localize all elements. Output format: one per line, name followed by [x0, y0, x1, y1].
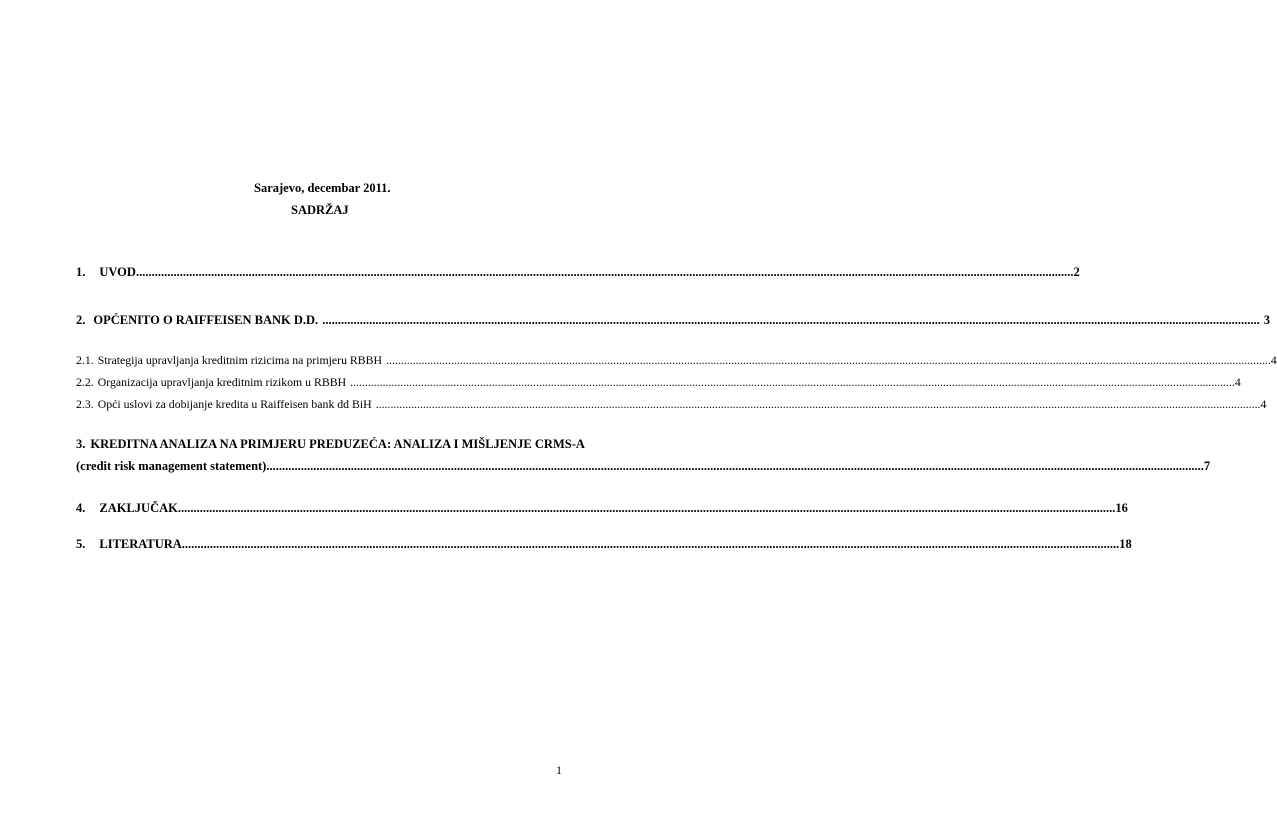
toc-entry-page: 4: [1260, 397, 1267, 411]
toc-entry-number: 3.: [76, 437, 86, 451]
toc-entry-number: 5.: [76, 537, 86, 551]
toc-entry-title: KREDITNA ANALIZA NA PRIMJERU PREDUZEĆA: ANALIZA I MIŠLJENJE CRMS-A: [90, 437, 585, 451]
toc-entry-2-2[interactable]: [76, 375, 1241, 390]
toc-entry-title: ZAKLJUČAK: [99, 501, 178, 515]
toc-dot-leader: ............................................................................................................................................................................................................................................................................................................: [350, 375, 1235, 389]
toc-entry-kreditna-analiza[interactable]: [76, 437, 585, 452]
toc-entry-number: 2.1.: [76, 353, 94, 367]
page-number: 1: [556, 763, 562, 777]
toc-entry-zakljucak[interactable]: [76, 501, 1128, 516]
toc-dot-leader: ............................................................................................................................................................................................................................................................................................................: [177, 501, 1116, 515]
toc-entry-2-1[interactable]: [76, 353, 1277, 368]
toc-entry-page: 7: [1203, 459, 1211, 473]
toc-dot-leader: ............................................................................................................................................................................................................................................................................................................: [386, 353, 1271, 367]
toc-dot-leader: ............................................................................................................................................................................................................................................................................................................: [135, 265, 1074, 279]
toc-entry-page: 18: [1119, 537, 1132, 551]
toc-entry-number: 4.: [76, 501, 86, 515]
toc-entry-page: 4: [1270, 353, 1277, 367]
toc-entry-title: Opći uslovi za dobijanje kredita u Raiffeisen bank dd BiH: [97, 397, 372, 411]
toc-dot-leader: ............................................................................................................................................................................................................................................................................................................: [266, 459, 1204, 473]
toc-entry-number: 2.3.: [76, 397, 94, 411]
toc-entry-title: Organizacija upravljanja kreditnim rizikom u RBBH: [97, 375, 347, 389]
toc-entry-literatura[interactable]: [76, 537, 1132, 552]
toc-entry-number: 2.2.: [76, 375, 94, 389]
toc-entry-title: Strategija upravljanja kreditnim rizicima na primjeru RBBH: [97, 353, 383, 367]
toc-entry-uvod[interactable]: [76, 265, 1080, 280]
toc-entry-title-continued: (credit risk management statement): [76, 459, 267, 473]
place-date: Sarajevo, decembar 2011.: [254, 181, 391, 195]
toc-entry-opcenito[interactable]: [76, 313, 1270, 328]
toc-entry-number: 2.: [76, 313, 86, 327]
toc-dot-leader: ............................................................................................................................................................................................................................................................................................................: [375, 397, 1261, 411]
toc-entry-page: 16: [1115, 501, 1128, 515]
toc-dot-leader: ............................................................................................................................................................................................................................................................................................................: [322, 313, 1260, 327]
toc-entry-number: 1.: [76, 265, 86, 279]
toc-entry-page: 2: [1073, 265, 1080, 279]
toc-dot-leader: ............................................................................................................................................................................................................................................................................................................: [181, 537, 1120, 551]
toc-entry-2-3[interactable]: [76, 397, 1267, 412]
toc-entry-page: 3: [1263, 313, 1270, 327]
toc-entry-title: UVOD: [99, 265, 136, 279]
toc-entry-title: OPĆENITO O RAIFFEISEN BANK D.D.: [93, 313, 319, 327]
toc-entry-page: 4: [1234, 375, 1241, 389]
toc-entry-kreditna-analiza-continued[interactable]: [76, 459, 1211, 474]
toc-title: SADRŽAJ: [291, 203, 349, 217]
toc-entry-title: LITERATURA: [99, 537, 182, 551]
